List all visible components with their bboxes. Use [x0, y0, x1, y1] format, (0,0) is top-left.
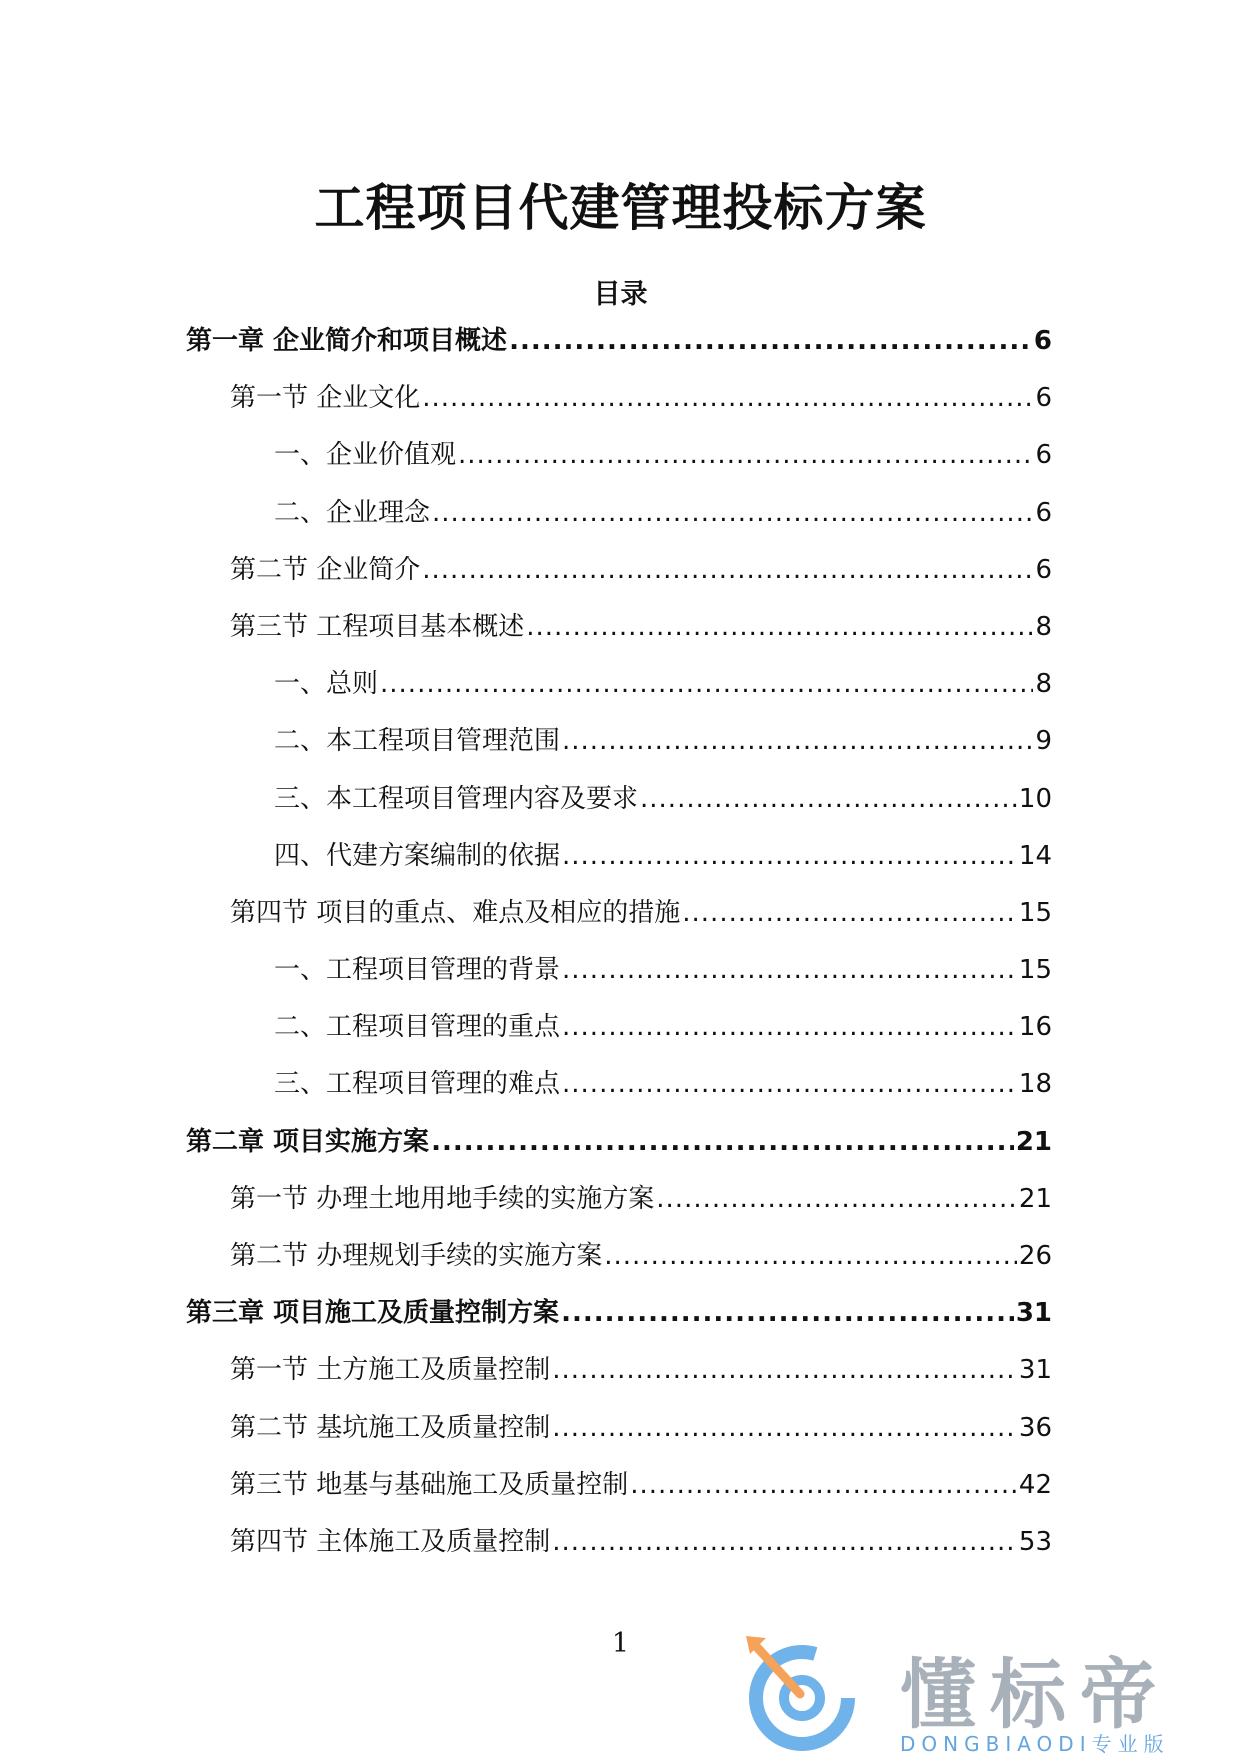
toc-dot-leader	[630, 1470, 1017, 1500]
toc-entry-title: 第三章 项目施工及质量控制方案	[186, 1298, 560, 1329]
toc-entry[interactable]	[186, 549, 1052, 606]
toc-entry[interactable]	[186, 1178, 1052, 1235]
table-of-contents	[186, 320, 1052, 1578]
target-arrow-icon	[740, 1632, 860, 1752]
toc-dot-leader	[562, 955, 1017, 985]
toc-entry[interactable]	[186, 320, 1052, 377]
toc-dot-leader	[656, 1184, 1017, 1214]
toc-entry[interactable]	[186, 1521, 1052, 1578]
watermark-logo	[740, 1632, 1240, 1754]
toc-dot-leader	[432, 498, 1033, 528]
toc-entry-page: 8	[1035, 611, 1052, 642]
toc-entry-page: 6	[1035, 497, 1052, 528]
toc-entry-title: 第四节 项目的重点、难点及相应的措施	[230, 897, 681, 928]
watermark-subtitle: DONGBIAODI专业版	[900, 1732, 1170, 1756]
toc-entry[interactable]	[186, 1063, 1052, 1120]
toc-entry-title: 二、企业理念	[274, 497, 431, 528]
toc-entry[interactable]	[186, 778, 1052, 835]
toc-entry-title: 一、企业价值观	[274, 440, 457, 471]
toc-entry[interactable]	[186, 606, 1052, 663]
toc-entry-page: 26	[1018, 1241, 1052, 1271]
toc-dot-leader	[509, 326, 1032, 356]
toc-entry[interactable]	[186, 1407, 1052, 1464]
toc-entry-title: 第一节 企业文化	[230, 383, 421, 414]
toc-entry-title: 第一节 办理土地用地手续的实施方案	[230, 1183, 655, 1214]
toc-entry[interactable]	[186, 1121, 1052, 1178]
toc-dot-leader	[422, 383, 1033, 413]
toc-entry-page: 6	[1035, 440, 1052, 471]
toc-entry-title: 第二节 基坑施工及质量控制	[230, 1412, 551, 1443]
toc-entry-title: 第一节 土方施工及质量控制	[230, 1355, 551, 1386]
toc-entry-page: 31	[1015, 1298, 1052, 1329]
toc-entry[interactable]	[186, 949, 1052, 1006]
toc-entry-page: 21	[1015, 1126, 1052, 1157]
toc-dot-leader	[640, 784, 1017, 814]
toc-dot-leader	[552, 1527, 1017, 1557]
toc-entry-page: 15	[1018, 955, 1052, 986]
watermark-brand: 懂标帝	[900, 1650, 1170, 1739]
toc-entry-title: 第二章 项目实施方案	[186, 1126, 430, 1157]
toc-entry-page: 6	[1035, 383, 1052, 414]
toc-entry-title: 一、总则	[274, 669, 379, 700]
toc-entry[interactable]	[186, 1464, 1052, 1521]
toc-entry-page: 15	[1018, 897, 1052, 928]
toc-entry[interactable]	[186, 1349, 1052, 1406]
toc-heading: 目录	[593, 279, 648, 310]
toc-entry[interactable]	[186, 1006, 1052, 1063]
toc-entry[interactable]	[186, 1292, 1052, 1349]
toc-entry-page: 42	[1018, 1469, 1052, 1500]
toc-dot-leader	[682, 898, 1017, 928]
toc-dot-leader	[562, 1012, 1017, 1042]
toc-entry-title: 一、工程项目管理的背景	[274, 955, 561, 986]
document-title: 工程项目代建管理投标方案	[314, 179, 927, 237]
toc-entry[interactable]	[186, 377, 1052, 434]
toc-entry[interactable]	[186, 892, 1052, 949]
toc-entry-page: 21	[1018, 1183, 1052, 1214]
toc-dot-leader	[422, 555, 1033, 585]
toc-entry-title: 三、本工程项目管理内容及要求	[274, 783, 639, 814]
toc-entry-page: 6	[1033, 326, 1052, 356]
toc-entry-page: 14	[1018, 840, 1052, 871]
toc-entry-title: 第四节 主体施工及质量控制	[230, 1526, 551, 1557]
toc-entry[interactable]	[186, 1235, 1052, 1292]
toc-entry-page: 31	[1018, 1355, 1052, 1386]
toc-entry-page: 16	[1018, 1012, 1052, 1043]
toc-entry[interactable]	[186, 434, 1052, 491]
toc-entry[interactable]	[186, 720, 1052, 777]
toc-entry-title: 二、本工程项目管理范围	[274, 726, 561, 757]
toc-entry-title: 第一章 企业简介和项目概述	[186, 326, 508, 356]
toc-dot-leader	[561, 1298, 1014, 1328]
toc-entry-title: 四、代建方案编制的依据	[274, 840, 561, 871]
toc-entry[interactable]	[186, 835, 1052, 892]
toc-entry-page: 53	[1018, 1526, 1052, 1557]
page-number: 1	[611, 1628, 630, 1659]
toc-entry-title: 第三节 地基与基础施工及质量控制	[230, 1469, 629, 1500]
toc-dot-leader	[380, 669, 1033, 699]
toc-entry-title: 第二节 办理规划手续的实施方案	[230, 1241, 603, 1271]
toc-dot-leader	[604, 1241, 1017, 1271]
toc-dot-leader	[526, 612, 1033, 642]
toc-entry-title: 第三节 工程项目基本概述	[230, 611, 525, 642]
toc-entry-page: 8	[1035, 669, 1052, 700]
toc-entry[interactable]	[186, 492, 1052, 549]
toc-entry-page: 36	[1018, 1412, 1052, 1443]
toc-entry-page: 6	[1035, 554, 1052, 585]
toc-entry-page: 18	[1018, 1069, 1052, 1100]
toc-entry-title: 二、工程项目管理的重点	[274, 1012, 561, 1043]
toc-dot-leader	[562, 726, 1033, 756]
toc-dot-leader	[458, 440, 1033, 470]
toc-entry-title: 三、工程项目管理的难点	[274, 1069, 561, 1100]
toc-entry-page: 10	[1018, 783, 1052, 814]
toc-dot-leader	[552, 1413, 1017, 1443]
toc-entry-title: 第二节 企业简介	[230, 554, 421, 585]
toc-dot-leader	[431, 1127, 1014, 1157]
toc-dot-leader	[562, 841, 1017, 871]
toc-dot-leader	[552, 1355, 1017, 1385]
toc-entry[interactable]	[186, 663, 1052, 720]
toc-dot-leader	[562, 1069, 1017, 1099]
toc-entry-page: 9	[1035, 726, 1052, 757]
